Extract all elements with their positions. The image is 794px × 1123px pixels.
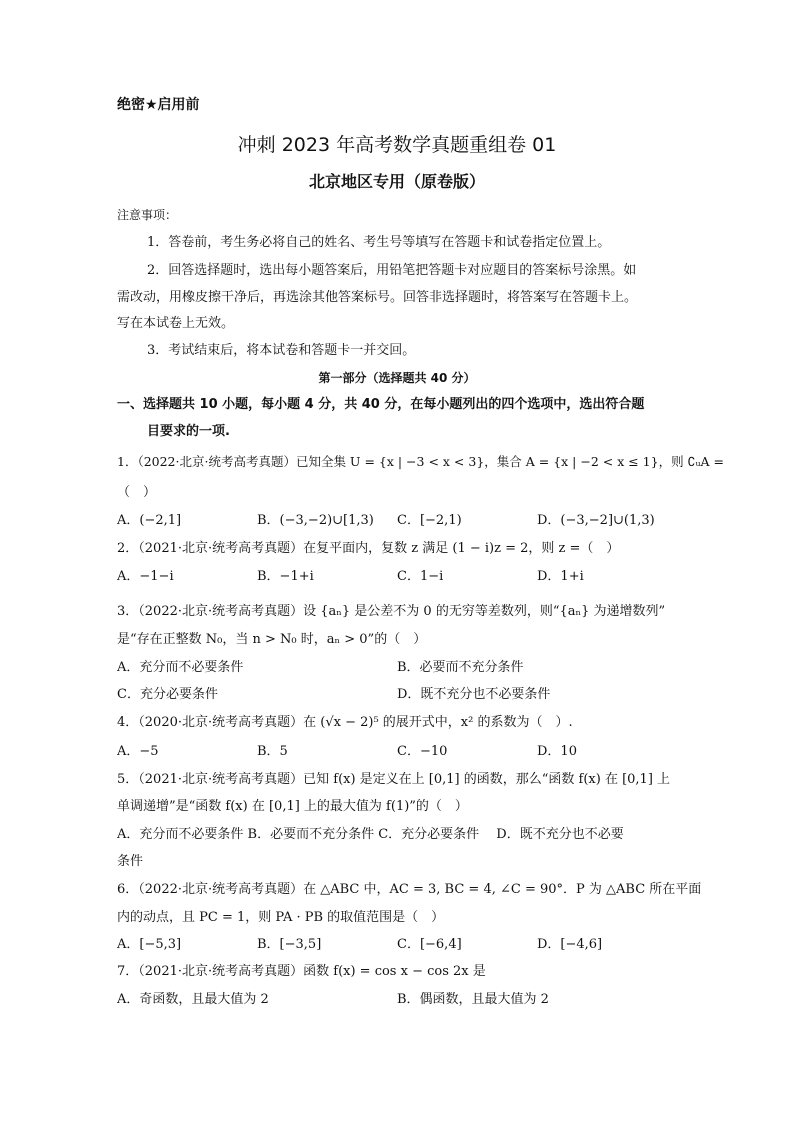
- exam-title: 冲刺 2023 年高考数学真题重组卷 01: [237, 134, 557, 156]
- q6-option-b: B．[−3,5]: [257, 937, 322, 952]
- q1-stem-line-1: 1．（2022·北京·统考高考真题）已知全集 U = {x | −3 < x < 3}，集合 A = {x | −2 < x ≤ 1}，则 ∁ᵤA =: [117, 454, 724, 469]
- q1-option-b: B．(−3,−2)∪[1,3): [257, 513, 374, 528]
- section-heading-line-2: 目要求的一项.: [147, 424, 230, 439]
- q7-stem: 7．（2021·北京·统考高考真题）函数 f(x) = cos x − cos 2x 是: [117, 964, 486, 979]
- notes-heading: 注意事项：: [117, 208, 178, 222]
- q1-option-c: C．[−2,1): [397, 513, 462, 528]
- q1-option-d: D．(−3,−2]∪(1,3): [537, 513, 655, 528]
- q6-option-a: A．[−5,3]: [117, 937, 182, 952]
- q3-stem-line-1: 3．（2022·北京·统考高考真题）设 {aₙ} 是公差不为 0 的无穷等差数列，则“{aₙ} 为递增数列”: [117, 604, 666, 619]
- note-2-line-2: 需改动，用橡皮擦干净后，再选涂其他答案标号。回答非选择题时，将答案写在答题卡上。: [117, 290, 638, 305]
- q5-options-line: A．充分而不必要条件 B．必要而不充分条件 C．充分必要条件 D．既不充分也不必要: [117, 827, 624, 842]
- q3-option-a: A．充分而不必要条件: [117, 660, 244, 675]
- q2-stem: 2．（2021·北京·统考高考真题）在复平面内，复数 z 满足 (1 − i)z = 2，则 z =（ ）: [117, 541, 620, 556]
- note-2-line-1: 2．回答选择题时，选出每小题答案后，用铅笔把答题卡对应题目的答案标号涂黑。如: [147, 263, 637, 278]
- confidential-label: 绝密★启用前: [117, 97, 200, 113]
- q4-option-d: D．10: [537, 744, 577, 759]
- q4-option-a: A．−5: [117, 744, 159, 759]
- q2-option-a: A．−1−i: [117, 569, 174, 584]
- note-2-line-3: 写在本试卷上无效。: [117, 316, 235, 331]
- q4-stem: 4．（2020·北京·统考高考真题）在 (√x − 2)⁵ 的展开式中，x² 的系数为（ ）.: [117, 715, 573, 730]
- q5-stem-line-1: 5．（2021·北京·统考高考真题）已知 f(x) 是定义在上 [0,1] 的函数，那么“函数 f(x) 在 [0,1] 上: [117, 772, 671, 787]
- q1-option-a: A．(−2,1]: [117, 513, 182, 528]
- q6-stem-line-1: 6．（2022·北京·统考高考真题）在 △ABC 中，AC = 3, BC = 4, ∠C = 90°．P 为 △ABC 所在平面: [117, 882, 702, 897]
- q6-option-c: C．[−6,4]: [397, 937, 462, 952]
- part1-heading: 第一部分（选择题共 40 分）: [318, 371, 476, 385]
- q3-stem-line-2: 是“存在正整数 N₀，当 n > N₀ 时，aₙ > 0”的（ ）: [117, 632, 427, 647]
- q1-stem-line-2: （ ）: [117, 485, 157, 500]
- q6-option-d: D．[−4,6]: [537, 937, 603, 952]
- q5-options-line-2: 条件: [117, 854, 144, 869]
- note-3: 3．考试结束后，将本试卷和答题卡一并交回。: [147, 343, 416, 358]
- q4-option-c: C．−10: [397, 744, 448, 759]
- q7-option-a: A．奇函数，且最大值为 2: [117, 992, 269, 1007]
- q6-stem-line-2: 内的动点，且 PC = 1，则 PA · PB 的取值范围是（ ）: [117, 910, 445, 925]
- q2-option-b: B．−1+i: [257, 569, 314, 584]
- q2-option-c: C．1−i: [397, 569, 444, 584]
- q3-option-c: C．充分必要条件: [117, 687, 218, 702]
- q3-option-d: D．既不充分也不必要条件: [397, 687, 551, 702]
- q5-stem-line-2: 单调递增”是“函数 f(x) 在 [0,1] 上的最大值为 f(1)”的（ ）: [117, 799, 468, 814]
- section-heading-line-1: 一、选择题共 10 小题，每小题 4 分，共 40 分，在每小题列出的四个选项中，选出符合题: [117, 397, 645, 412]
- exam-subtitle: 北京地区专用（原卷版）: [308, 172, 485, 191]
- q2-option-d: D．1+i: [537, 569, 584, 584]
- q7-option-b: B．偶函数，且最大值为 2: [397, 992, 549, 1007]
- q3-option-b: B．必要而不充分条件: [397, 660, 524, 675]
- q4-option-b: B．5: [257, 744, 288, 759]
- note-1: 1．答卷前，考生务必将自己的姓名、考生号等填写在答题卡和试卷指定位置上。: [147, 235, 611, 250]
